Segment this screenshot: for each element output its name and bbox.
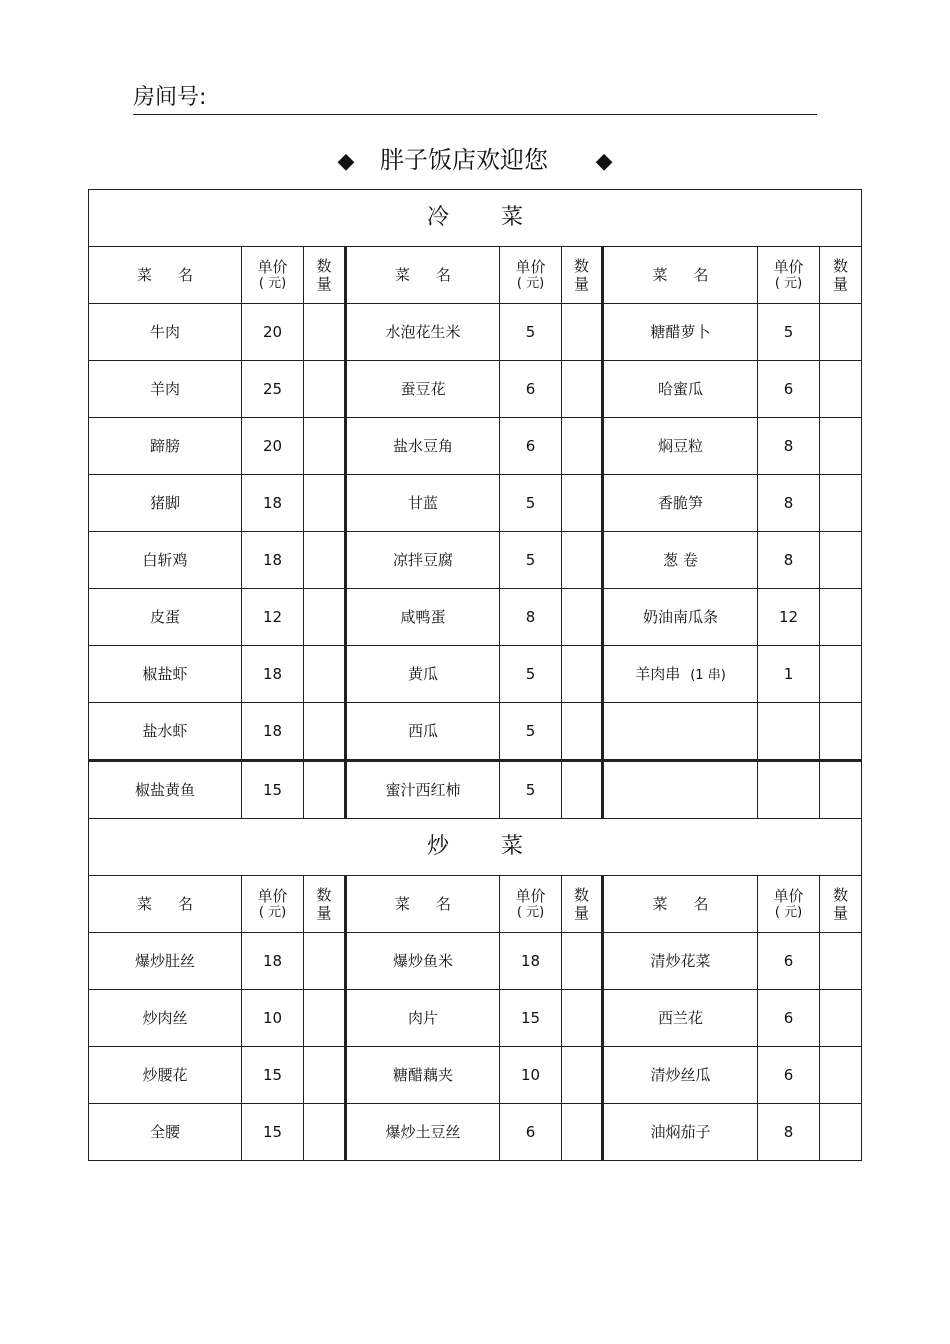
header-unit-price: 单价 ( 元) — [758, 247, 820, 304]
menu-row — [89, 1047, 862, 1104]
quantity-field[interactable] — [820, 532, 862, 589]
quantity-field[interactable] — [820, 475, 862, 532]
dish-price: 15 — [500, 990, 562, 1047]
dish-name: 油焖茄子 — [603, 1104, 758, 1161]
dish-price: 8 — [500, 589, 562, 646]
header-dish-name: 菜 名 — [603, 247, 758, 304]
dish-name: 糖醋藕夹 — [346, 1047, 500, 1104]
menu-row — [89, 761, 862, 819]
dish-price: 6 — [500, 361, 562, 418]
dish-price: 20 — [242, 418, 304, 475]
quantity-field[interactable] — [820, 589, 862, 646]
dish-name: 盐水虾 — [89, 703, 242, 761]
dish-price: 8 — [758, 475, 820, 532]
quantity-field[interactable] — [562, 933, 603, 990]
dish-price: 1 — [758, 646, 820, 703]
dish-price: 12 — [758, 589, 820, 646]
dish-name: 甘蓝 — [346, 475, 500, 532]
dish-price: 5 — [758, 304, 820, 361]
quantity-field[interactable] — [562, 475, 603, 532]
quantity-field[interactable] — [304, 475, 346, 532]
cold-section-title: 冷 菜 — [89, 190, 862, 247]
header-dish-name: 菜 名 — [346, 247, 500, 304]
dish-price: 18 — [242, 646, 304, 703]
header-unit-price: 单价 ( 元) — [500, 247, 562, 304]
quantity-field[interactable] — [820, 1104, 862, 1161]
dish-name: 全腰 — [89, 1104, 242, 1161]
dish-name: 西兰花 — [603, 990, 758, 1047]
room-number-line — [133, 114, 817, 115]
dish-price: 8 — [758, 1104, 820, 1161]
column-header-row — [89, 876, 862, 933]
dish-name: 炒肉丝 — [89, 990, 242, 1047]
dish-name: 蹄膀 — [89, 418, 242, 475]
quantity-field[interactable] — [820, 646, 862, 703]
menu-row — [89, 418, 862, 475]
header-quantity: 数 量 — [304, 876, 346, 933]
quantity-field[interactable] — [562, 1047, 603, 1104]
quantity-field[interactable] — [304, 589, 346, 646]
menu-row — [89, 703, 862, 761]
header-dish-name: 菜 名 — [346, 876, 500, 933]
dish-price: 6 — [758, 361, 820, 418]
dish-price: 18 — [500, 933, 562, 990]
page-title — [0, 140, 950, 175]
menu-row — [89, 646, 862, 703]
dish-price: 10 — [242, 990, 304, 1047]
quantity-field[interactable] — [820, 933, 862, 990]
dish-price: 18 — [242, 532, 304, 589]
quantity-field[interactable] — [562, 990, 603, 1047]
dish-price: 15 — [242, 1104, 304, 1161]
dish-name: 蜜汁西红柿 — [346, 761, 500, 819]
restaurant-title: 胖子饭店欢迎您 — [380, 146, 548, 174]
quantity-field[interactable] — [304, 1047, 346, 1104]
dish-name: 盐水豆角 — [346, 418, 500, 475]
dish-price: 5 — [500, 304, 562, 361]
dish-price: 15 — [242, 761, 304, 819]
diamond-icon: ◆ — [337, 149, 355, 174]
menu-row — [89, 1104, 862, 1161]
dish-name: 椒盐虾 — [89, 646, 242, 703]
dish-price: 6 — [758, 933, 820, 990]
menu-row — [89, 990, 862, 1047]
quantity-field[interactable] — [820, 418, 862, 475]
quantity-field[interactable] — [820, 361, 862, 418]
dish-name: 炒腰花 — [89, 1047, 242, 1104]
dish-name: 牛肉 — [89, 304, 242, 361]
quantity-field[interactable] — [562, 532, 603, 589]
quantity-field[interactable] — [562, 703, 603, 761]
menu-row — [89, 933, 862, 990]
dish-name: 咸鸭蛋 — [346, 589, 500, 646]
menu-row — [89, 304, 862, 361]
room-number-label: 房间号: — [133, 85, 207, 110]
dish-price: 5 — [500, 646, 562, 703]
dish-price: 6 — [500, 1104, 562, 1161]
dish-name: 黄瓜 — [346, 646, 500, 703]
dish-name: 肉片 — [346, 990, 500, 1047]
menu-table — [88, 189, 862, 1161]
quantity-field[interactable] — [562, 304, 603, 361]
quantity-field[interactable] — [304, 304, 346, 361]
quantity-field[interactable] — [562, 646, 603, 703]
stirfry-section — [89, 819, 862, 1161]
quantity-field[interactable] — [820, 1047, 862, 1104]
quantity-field[interactable] — [304, 703, 346, 761]
menu-row — [89, 475, 862, 532]
dish-name: 爆炒肚丝 — [89, 933, 242, 990]
dish-price: 5 — [500, 532, 562, 589]
header-unit-price: 单价 ( 元) — [758, 876, 820, 933]
quantity-field[interactable] — [304, 990, 346, 1047]
dish-price: 5 — [500, 761, 562, 819]
quantity-field[interactable] — [304, 1104, 346, 1161]
quantity-field[interactable] — [820, 304, 862, 361]
quantity-field[interactable] — [820, 990, 862, 1047]
dish-price: 25 — [242, 361, 304, 418]
dish-name: 奶油南瓜条 — [603, 589, 758, 646]
dish-price: 18 — [242, 475, 304, 532]
header-dish-name: 菜 名 — [89, 876, 242, 933]
quantity-field[interactable] — [562, 761, 603, 819]
header-quantity: 数 量 — [820, 876, 862, 933]
dish-price — [758, 761, 820, 819]
dish-name: 爆炒土豆丝 — [346, 1104, 500, 1161]
quantity-field[interactable] — [304, 361, 346, 418]
dish-price: 6 — [758, 990, 820, 1047]
header-unit-price: 单价 ( 元) — [242, 247, 304, 304]
dish-name: 猪脚 — [89, 475, 242, 532]
dish-name: 西瓜 — [346, 703, 500, 761]
quantity-field[interactable] — [304, 761, 346, 819]
dish-price: 5 — [500, 475, 562, 532]
dish-name — [603, 703, 758, 761]
dish-price: 12 — [242, 589, 304, 646]
dish-price: 10 — [500, 1047, 562, 1104]
dish-price: 20 — [242, 304, 304, 361]
quantity-field[interactable] — [562, 1104, 603, 1161]
dish-price — [758, 703, 820, 761]
dish-name: 皮蛋 — [89, 589, 242, 646]
dish-name: 爆炒鱼米 — [346, 933, 500, 990]
quantity-field[interactable] — [304, 933, 346, 990]
cold-section — [89, 190, 862, 819]
dish-name: 清炒丝瓜 — [603, 1047, 758, 1104]
quantity-field[interactable] — [820, 703, 862, 761]
dish-price: 15 — [242, 1047, 304, 1104]
dish-name: 香脆笋 — [603, 475, 758, 532]
header-quantity: 数 量 — [820, 247, 862, 304]
dish-name: 羊肉串 (1 串) — [603, 646, 758, 703]
dish-name: 哈蜜瓜 — [603, 361, 758, 418]
header-dish-name: 菜 名 — [603, 876, 758, 933]
dish-name — [603, 761, 758, 819]
dish-price: 6 — [500, 418, 562, 475]
dish-price: 6 — [758, 1047, 820, 1104]
dish-price: 8 — [758, 532, 820, 589]
dish-price: 8 — [758, 418, 820, 475]
dish-name: 白斩鸡 — [89, 532, 242, 589]
dish-name: 水泡花生米 — [346, 304, 500, 361]
quantity-field[interactable] — [562, 361, 603, 418]
quantity-field[interactable] — [304, 532, 346, 589]
quantity-field[interactable] — [304, 418, 346, 475]
dish-name: 凉拌豆腐 — [346, 532, 500, 589]
quantity-field[interactable] — [562, 589, 603, 646]
header-quantity: 数 量 — [562, 247, 603, 304]
header-quantity: 数 量 — [304, 247, 346, 304]
dish-name: 糖醋萝卜 — [603, 304, 758, 361]
dish-note: (1 串) — [690, 667, 726, 683]
menu-row — [89, 361, 862, 418]
diamond-icon: ◆ — [595, 149, 613, 174]
dish-name: 葱 卷 — [603, 532, 758, 589]
dish-name: 蚕豆花 — [346, 361, 500, 418]
menu-row — [89, 532, 862, 589]
header-unit-price: 单价 ( 元) — [500, 876, 562, 933]
header-unit-price: 单价 ( 元) — [242, 876, 304, 933]
header-quantity: 数 量 — [562, 876, 603, 933]
quantity-field[interactable] — [562, 418, 603, 475]
column-header-row — [89, 247, 862, 304]
menu-row — [89, 589, 862, 646]
dish-name: 焖豆粒 — [603, 418, 758, 475]
dish-name: 羊肉 — [89, 361, 242, 418]
stirfry-section-title: 炒 菜 — [89, 819, 862, 876]
dish-price: 18 — [242, 703, 304, 761]
dish-name: 椒盐黄鱼 — [89, 761, 242, 819]
dish-price: 5 — [500, 703, 562, 761]
dish-price: 18 — [242, 933, 304, 990]
header-dish-name: 菜 名 — [89, 247, 242, 304]
quantity-field[interactable] — [304, 646, 346, 703]
dish-name: 清炒花菜 — [603, 933, 758, 990]
quantity-field[interactable] — [820, 761, 862, 819]
